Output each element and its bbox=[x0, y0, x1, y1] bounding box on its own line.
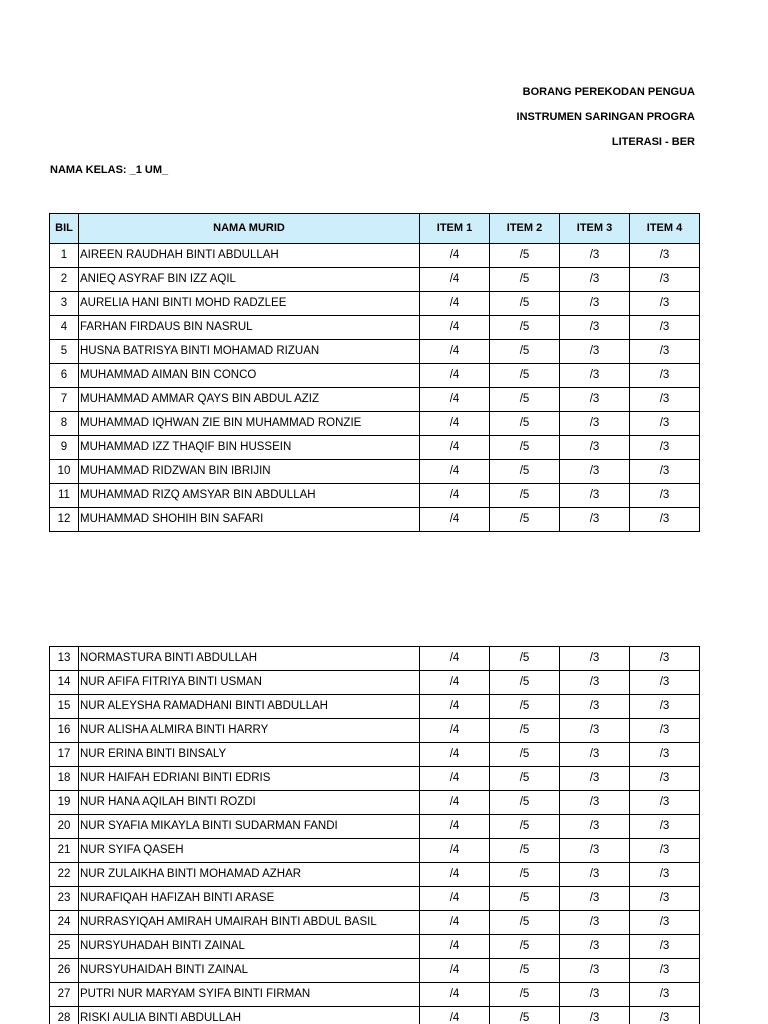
item-1-score: /4 bbox=[420, 484, 490, 508]
item-2-score: /5 bbox=[490, 815, 560, 839]
row-number: 15 bbox=[50, 695, 79, 719]
student-name: MUHAMMAD SHOHIH BIN SAFARI bbox=[79, 508, 420, 532]
row-number: 18 bbox=[50, 767, 79, 791]
student-name: HUSNA BATRISYA BINTI MOHAMAD RIZUAN bbox=[79, 340, 420, 364]
item-1-score: /4 bbox=[420, 671, 490, 695]
form-title: BORANG PEREKODAN PENGUA bbox=[522, 86, 695, 98]
row-number: 25 bbox=[50, 935, 79, 959]
student-name: NUR AFIFA FITRIYA BINTI USMAN bbox=[79, 671, 420, 695]
table-row bbox=[50, 863, 700, 887]
row-number: 3 bbox=[50, 292, 79, 316]
table-row bbox=[50, 719, 700, 743]
item-4-score: /3 bbox=[630, 412, 700, 436]
item-4-score: /3 bbox=[630, 887, 700, 911]
student-table-2 bbox=[49, 646, 700, 1024]
item-3-score: /3 bbox=[560, 719, 630, 743]
item-3-score: /3 bbox=[560, 364, 630, 388]
item-2-score: /5 bbox=[490, 460, 560, 484]
row-number: 1 bbox=[50, 244, 79, 268]
row-number: 4 bbox=[50, 316, 79, 340]
item-4-score: /3 bbox=[630, 695, 700, 719]
item-4-score: /3 bbox=[630, 292, 700, 316]
row-number: 26 bbox=[50, 959, 79, 983]
item-3-score: /3 bbox=[560, 1007, 630, 1024]
table-header-row bbox=[50, 214, 700, 244]
item-1-score: /4 bbox=[420, 1007, 490, 1024]
row-number: 9 bbox=[50, 436, 79, 460]
table-row bbox=[50, 935, 700, 959]
item-4-score: /3 bbox=[630, 719, 700, 743]
item-4-score: /3 bbox=[630, 244, 700, 268]
table-row bbox=[50, 292, 700, 316]
item-3-score: /3 bbox=[560, 671, 630, 695]
item-2-score: /5 bbox=[490, 364, 560, 388]
item-2-score: /5 bbox=[490, 743, 560, 767]
row-number: 7 bbox=[50, 388, 79, 412]
item-3-score: /3 bbox=[560, 767, 630, 791]
table-row bbox=[50, 671, 700, 695]
item-2-score: /5 bbox=[490, 268, 560, 292]
item-4-score: /3 bbox=[630, 508, 700, 532]
row-number: 2 bbox=[50, 268, 79, 292]
item-3-score: /3 bbox=[560, 695, 630, 719]
table-row bbox=[50, 508, 700, 532]
subject-title: LITERASI - BER bbox=[611, 136, 695, 148]
item-4-score: /3 bbox=[630, 911, 700, 935]
item-2-score: /5 bbox=[490, 508, 560, 532]
table-row bbox=[50, 887, 700, 911]
item-2-score: /5 bbox=[490, 244, 560, 268]
item-4-score: /3 bbox=[630, 647, 700, 671]
table-row bbox=[50, 244, 700, 268]
table-row bbox=[50, 268, 700, 292]
item-4-score: /3 bbox=[630, 983, 700, 1007]
item-3-score: /3 bbox=[560, 460, 630, 484]
table-row bbox=[50, 364, 700, 388]
item-1-score: /4 bbox=[420, 743, 490, 767]
item-1-score: /4 bbox=[420, 647, 490, 671]
item-1-score: /4 bbox=[420, 863, 490, 887]
table-row bbox=[50, 316, 700, 340]
row-number: 17 bbox=[50, 743, 79, 767]
item-3-score: /3 bbox=[560, 863, 630, 887]
item-4-score: /3 bbox=[630, 959, 700, 983]
student-name: NORMASTURA BINTI ABDULLAH bbox=[79, 647, 420, 671]
row-number: 10 bbox=[50, 460, 79, 484]
item-2-score: /5 bbox=[490, 983, 560, 1007]
item-3-score: /3 bbox=[560, 935, 630, 959]
student-name: NUR ZULAIKHA BINTI MOHAMAD AZHAR bbox=[79, 863, 420, 887]
item-3-score: /3 bbox=[560, 436, 630, 460]
student-name: NURSYUHADAH BINTI ZAINAL bbox=[79, 935, 420, 959]
item-2-score: /5 bbox=[490, 647, 560, 671]
row-number: 19 bbox=[50, 791, 79, 815]
column-header-item-3: ITEM 3 bbox=[560, 214, 630, 244]
item-3-score: /3 bbox=[560, 484, 630, 508]
table-row bbox=[50, 1007, 700, 1024]
student-name: MUHAMMAD AMMAR QAYS BIN ABDUL AZIZ bbox=[79, 388, 420, 412]
table-row bbox=[50, 791, 700, 815]
item-3-score: /3 bbox=[560, 911, 630, 935]
item-1-score: /4 bbox=[420, 412, 490, 436]
item-3-score: /3 bbox=[560, 791, 630, 815]
item-4-score: /3 bbox=[630, 935, 700, 959]
item-2-score: /5 bbox=[490, 911, 560, 935]
item-3-score: /3 bbox=[560, 983, 630, 1007]
item-4-score: /3 bbox=[630, 484, 700, 508]
item-4-score: /3 bbox=[630, 671, 700, 695]
student-name: NUR HAIFAH EDRIANI BINTI EDRIS bbox=[79, 767, 420, 791]
student-name: NUR HANA AQILAH BINTI ROZDI bbox=[79, 791, 420, 815]
row-number: 28 bbox=[50, 1007, 79, 1024]
item-3-score: /3 bbox=[560, 815, 630, 839]
student-table-1 bbox=[49, 213, 700, 532]
item-2-score: /5 bbox=[490, 719, 560, 743]
column-header-nama-murid: NAMA MURID bbox=[79, 214, 420, 244]
item-3-score: /3 bbox=[560, 340, 630, 364]
item-2-score: /5 bbox=[490, 863, 560, 887]
row-number: 24 bbox=[50, 911, 79, 935]
table-row bbox=[50, 815, 700, 839]
item-3-score: /3 bbox=[560, 292, 630, 316]
item-2-score: /5 bbox=[490, 671, 560, 695]
item-1-score: /4 bbox=[420, 292, 490, 316]
column-header-item-4: ITEM 4 bbox=[630, 214, 700, 244]
item-3-score: /3 bbox=[560, 316, 630, 340]
student-name: NUR ERINA BINTI BINSALY bbox=[79, 743, 420, 767]
item-1-score: /4 bbox=[420, 388, 490, 412]
table-row bbox=[50, 743, 700, 767]
item-4-score: /3 bbox=[630, 791, 700, 815]
item-2-score: /5 bbox=[490, 1007, 560, 1024]
item-1-score: /4 bbox=[420, 436, 490, 460]
item-1-score: /4 bbox=[420, 887, 490, 911]
item-4-score: /3 bbox=[630, 815, 700, 839]
item-2-score: /5 bbox=[490, 767, 560, 791]
item-1-score: /4 bbox=[420, 244, 490, 268]
table-row bbox=[50, 436, 700, 460]
column-header-bil: BIL bbox=[50, 214, 79, 244]
item-1-score: /4 bbox=[420, 460, 490, 484]
row-number: 23 bbox=[50, 887, 79, 911]
item-3-score: /3 bbox=[560, 647, 630, 671]
student-name: FARHAN FIRDAUS BIN NASRUL bbox=[79, 316, 420, 340]
item-2-score: /5 bbox=[490, 340, 560, 364]
student-name: MUHAMMAD RIDZWAN BIN IBRIJIN bbox=[79, 460, 420, 484]
table-row bbox=[50, 647, 700, 671]
table-row bbox=[50, 340, 700, 364]
item-2-score: /5 bbox=[490, 695, 560, 719]
item-2-score: /5 bbox=[490, 935, 560, 959]
item-2-score: /5 bbox=[490, 436, 560, 460]
item-4-score: /3 bbox=[630, 767, 700, 791]
table-row bbox=[50, 983, 700, 1007]
student-name: AIREEN RAUDHAH BINTI ABDULLAH bbox=[79, 244, 420, 268]
item-4-score: /3 bbox=[630, 436, 700, 460]
item-2-score: /5 bbox=[490, 412, 560, 436]
instrument-title: INSTRUMEN SARINGAN PROGRA bbox=[516, 111, 695, 123]
table-row bbox=[50, 412, 700, 436]
item-1-score: /4 bbox=[420, 983, 490, 1007]
table-row bbox=[50, 460, 700, 484]
student-name: MUHAMMAD IQHWAN ZIE BIN MUHAMMAD RONZIE bbox=[79, 412, 420, 436]
table-row bbox=[50, 959, 700, 983]
row-number: 13 bbox=[50, 647, 79, 671]
student-name: NUR SYIFA QASEH bbox=[79, 839, 420, 863]
student-name: MUHAMMAD AIMAN BIN CONCO bbox=[79, 364, 420, 388]
item-1-score: /4 bbox=[420, 791, 490, 815]
row-number: 6 bbox=[50, 364, 79, 388]
item-3-score: /3 bbox=[560, 268, 630, 292]
item-1-score: /4 bbox=[420, 767, 490, 791]
student-name: NUR ALEYSHA RAMADHANI BINTI ABDULLAH bbox=[79, 695, 420, 719]
item-1-score: /4 bbox=[420, 364, 490, 388]
item-1-score: /4 bbox=[420, 719, 490, 743]
row-number: 16 bbox=[50, 719, 79, 743]
item-2-score: /5 bbox=[490, 959, 560, 983]
item-2-score: /5 bbox=[490, 791, 560, 815]
student-name: NURAFIQAH HAFIZAH BINTI ARASE bbox=[79, 887, 420, 911]
item-4-score: /3 bbox=[630, 364, 700, 388]
item-2-score: /5 bbox=[490, 887, 560, 911]
item-2-score: /5 bbox=[490, 292, 560, 316]
item-3-score: /3 bbox=[560, 508, 630, 532]
item-1-score: /4 bbox=[420, 508, 490, 532]
row-number: 27 bbox=[50, 983, 79, 1007]
table-row bbox=[50, 388, 700, 412]
item-2-score: /5 bbox=[490, 316, 560, 340]
table-row bbox=[50, 484, 700, 508]
row-number: 11 bbox=[50, 484, 79, 508]
item-1-score: /4 bbox=[420, 911, 490, 935]
item-4-score: /3 bbox=[630, 340, 700, 364]
item-4-score: /3 bbox=[630, 460, 700, 484]
item-3-score: /3 bbox=[560, 412, 630, 436]
table-row bbox=[50, 695, 700, 719]
row-number: 21 bbox=[50, 839, 79, 863]
column-header-item-1: ITEM 1 bbox=[420, 214, 490, 244]
row-number: 8 bbox=[50, 412, 79, 436]
item-3-score: /3 bbox=[560, 887, 630, 911]
item-1-score: /4 bbox=[420, 959, 490, 983]
row-number: 14 bbox=[50, 671, 79, 695]
student-name: NURSYUHAIDAH BINTI ZAINAL bbox=[79, 959, 420, 983]
student-name: MUHAMMAD IZZ THAQIF BIN HUSSEIN bbox=[79, 436, 420, 460]
item-4-score: /3 bbox=[630, 839, 700, 863]
item-3-score: /3 bbox=[560, 388, 630, 412]
row-number: 5 bbox=[50, 340, 79, 364]
student-name: NURRASYIQAH AMIRAH UMAIRAH BINTI ABDUL BASIL bbox=[79, 911, 420, 935]
item-4-score: /3 bbox=[630, 1007, 700, 1024]
item-2-score: /5 bbox=[490, 839, 560, 863]
item-4-score: /3 bbox=[630, 268, 700, 292]
table-body-2 bbox=[50, 647, 700, 1024]
table-body-1 bbox=[50, 244, 700, 532]
item-4-score: /3 bbox=[630, 316, 700, 340]
item-4-score: /3 bbox=[630, 743, 700, 767]
item-4-score: /3 bbox=[630, 863, 700, 887]
student-name: NUR SYAFIA MIKAYLA BINTI SUDARMAN FANDI bbox=[79, 815, 420, 839]
item-2-score: /5 bbox=[490, 388, 560, 412]
item-2-score: /5 bbox=[490, 484, 560, 508]
item-1-score: /4 bbox=[420, 340, 490, 364]
item-1-score: /4 bbox=[420, 316, 490, 340]
item-3-score: /3 bbox=[560, 743, 630, 767]
table-row bbox=[50, 839, 700, 863]
student-name: NUR ALISHA ALMIRA BINTI HARRY bbox=[79, 719, 420, 743]
student-name: MUHAMMAD RIZQ AMSYAR BIN ABDULLAH bbox=[79, 484, 420, 508]
item-4-score: /3 bbox=[630, 388, 700, 412]
item-1-score: /4 bbox=[420, 268, 490, 292]
table-row bbox=[50, 767, 700, 791]
item-1-score: /4 bbox=[420, 815, 490, 839]
table-row bbox=[50, 911, 700, 935]
row-number: 22 bbox=[50, 863, 79, 887]
item-3-score: /3 bbox=[560, 839, 630, 863]
student-name: ANIEQ ASYRAF BIN IZZ AQIL bbox=[79, 268, 420, 292]
item-3-score: /3 bbox=[560, 959, 630, 983]
item-3-score: /3 bbox=[560, 244, 630, 268]
row-number: 20 bbox=[50, 815, 79, 839]
student-name: RISKI AULIA BINTI ABDULLAH bbox=[79, 1007, 420, 1024]
student-name: PUTRI NUR MARYAM SYIFA BINTI FIRMAN bbox=[79, 983, 420, 1007]
item-1-score: /4 bbox=[420, 935, 490, 959]
column-header-item-2: ITEM 2 bbox=[490, 214, 560, 244]
row-number: 12 bbox=[50, 508, 79, 532]
student-name: AURELIA HANI BINTI MOHD RADZLEE bbox=[79, 292, 420, 316]
item-1-score: /4 bbox=[420, 839, 490, 863]
item-1-score: /4 bbox=[420, 695, 490, 719]
class-name-label: NAMA KELAS: _1 UM_ bbox=[50, 164, 169, 176]
